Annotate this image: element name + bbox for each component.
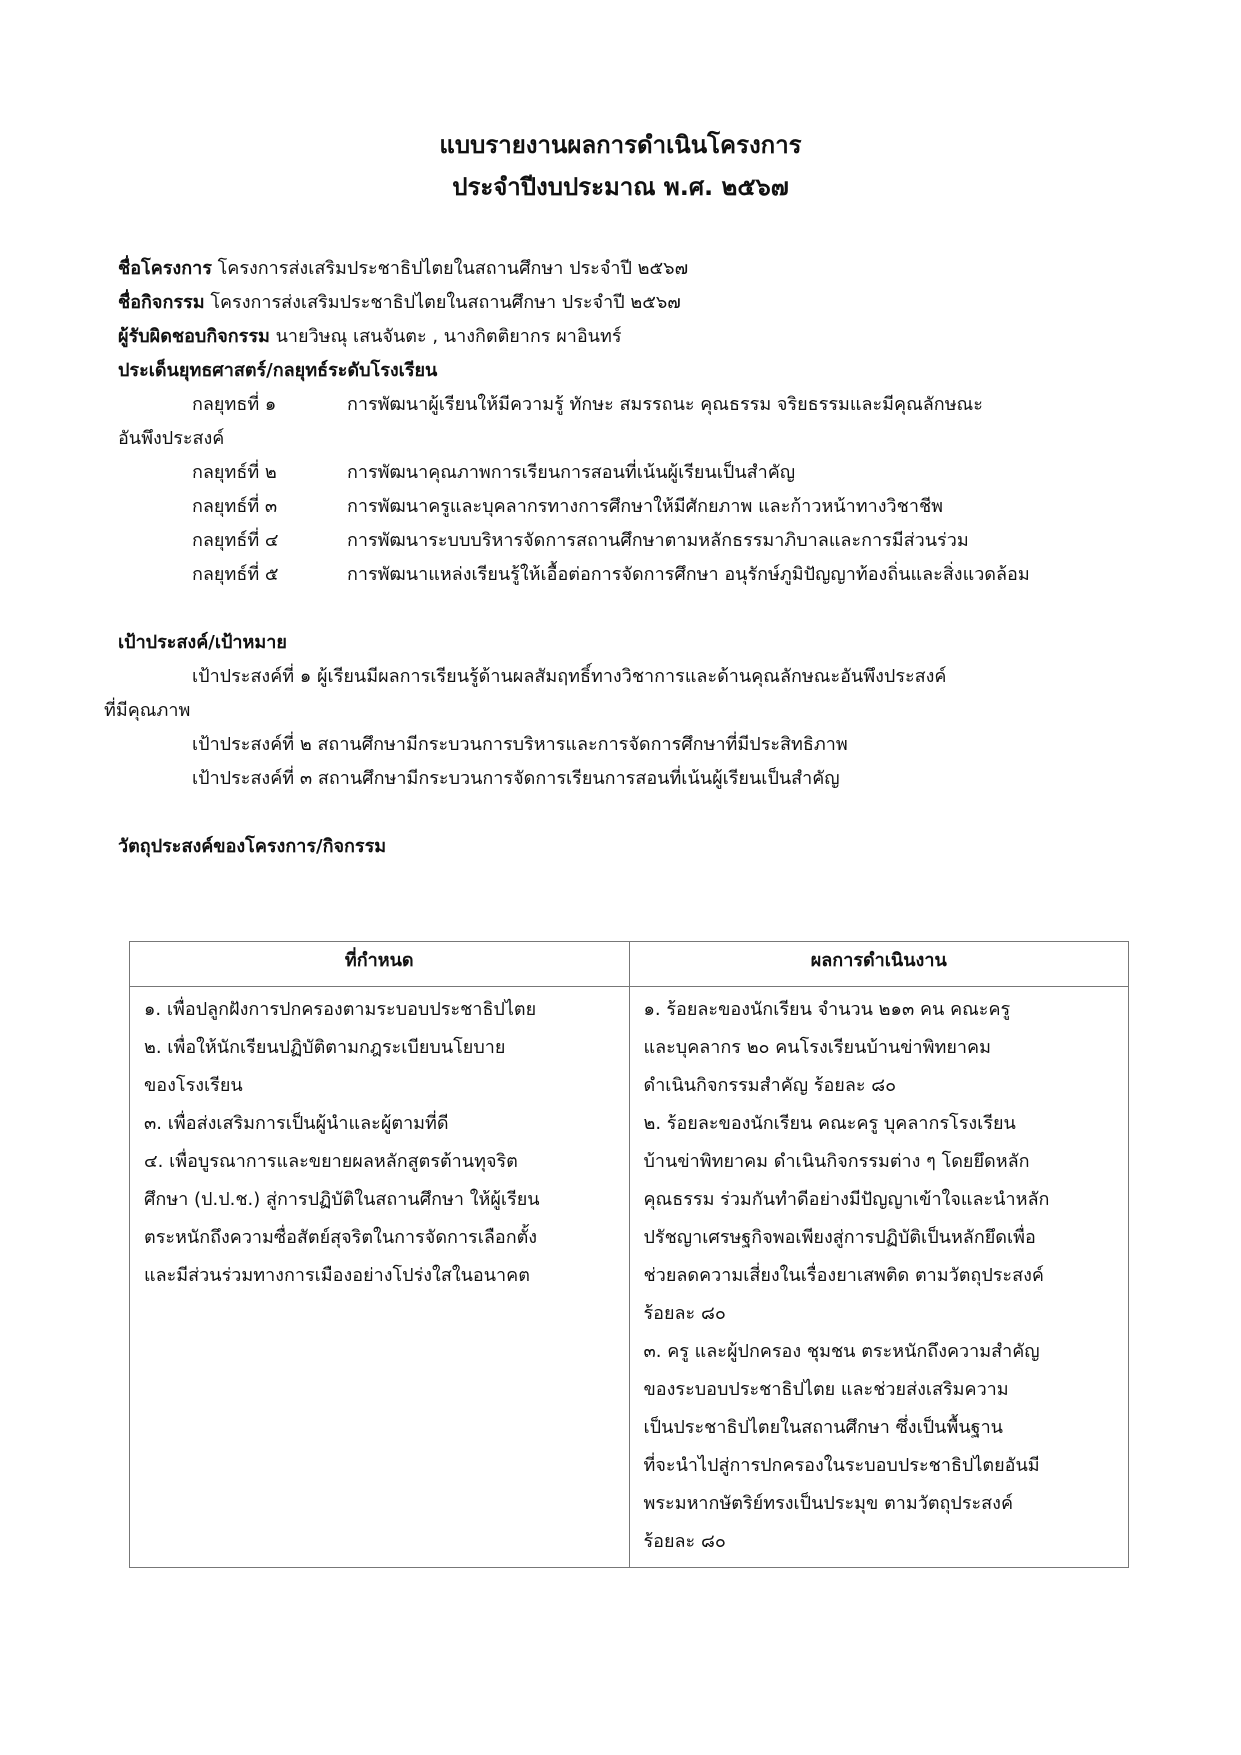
strategy-text: การพัฒนาผู้เรียนให้มีความรู้ ทักษะ สมรรถนะ คุณธรรม จริยธรรมและมีคุณลักษณะ (347, 394, 983, 415)
activity-label: ชื่อกิจกรรม (118, 292, 205, 313)
report-body (104, 252, 1128, 864)
result-line: พระมหากษัตริย์ทรงเป็นประมุข ตามวัตถุประสงค์ (643, 1493, 1014, 1514)
responsible-value: นายวิษณุ เสนจันตะ , นางกิตติยากร ผาอินทร์ (275, 326, 622, 347)
project-row (118, 252, 1128, 286)
strategy-item (118, 558, 1128, 592)
result-line: ดำเนินกิจกรรมสำคัญ ร้อยละ ๘๐ (643, 1075, 897, 1096)
strategy-label: กลยุทธ์ที่ ๒ (192, 462, 277, 483)
strategy-label: กลยุทธ์ที่ ๓ (192, 496, 278, 517)
results-cell (629, 987, 1129, 1568)
specified-line: ๒. เพื่อให้นักเรียนปฏิบัติตามกฎระเบียบนโยบาย (144, 1037, 506, 1058)
responsible-label: ผู้รับผิดชอบกิจกรรม (118, 326, 270, 347)
strategy-item (118, 524, 1128, 558)
specified-cell (130, 987, 630, 1568)
report-title: แบบรายงานผลการดำเนินโครงการ (439, 131, 802, 159)
result-line: ช่วยลดความเสี่ยงในเรื่องยาเสพติด ตามวัตถุประสงค์ (643, 1265, 1044, 1286)
activity-value: โครงการส่งเสริมประชาธิปไตยในสถานศึกษา ประจำปี ๒๕๖๗ (210, 292, 681, 313)
strategy-text: การพัฒนาแหล่งเรียนรู้ให้เอื้อต่อการจัดการศึกษา อนุรักษ์ภูมิปัญญาท้องถิ่นและสิ่งแวดล้อม (347, 564, 1030, 585)
project-label: ชื่อโครงการ (118, 258, 212, 279)
result-line: เป็นประชาธิปไตยในสถานศึกษา ซึ่งเป็นพื้นฐาน (643, 1417, 1003, 1438)
result-line: และบุคลากร ๒๐ คนโรงเรียนบ้านข่าพิทยาคม (643, 1037, 991, 1058)
spacer (118, 592, 1128, 626)
activity-row (118, 286, 1128, 320)
report-subtitle: ประจำปีงบประมาณ พ.ศ. ๒๕๖๗ (452, 173, 789, 201)
table-header-specified: ที่กำหนด (130, 942, 630, 987)
result-line: ที่จะนำไปสู่การปกครองในระบอบประชาธิปไตยอันมี (643, 1455, 1040, 1476)
strategy-label: กลยุทธ์ที่ ๔ (192, 530, 279, 551)
result-line: คุณธรรม ร่วมกันทำดีอย่างมีปัญญาเข้าใจและนำหลัก (643, 1189, 1050, 1210)
strategy-text: การพัฒนาระบบบริหารจัดการสถานศึกษาตามหลักธรรมาภิบาลและการมีส่วนร่วม (347, 530, 969, 551)
specified-line: ๔. เพื่อบูรณาการและขยายผลหลักสูตรต้านทุจริต (144, 1151, 518, 1172)
objectives-heading: วัตถุประสงค์ของโครงการ/กิจกรรม (118, 836, 387, 857)
result-line: ๒. ร้อยละของนักเรียน คณะครู บุคลากรโรงเรียน (643, 1113, 1016, 1134)
strategy-item (118, 490, 1128, 524)
specified-line: ศึกษา (ป.ป.ช.) สู่การปฏิบัติในสถานศึกษา ให้ผู้เรียน (144, 1189, 540, 1210)
result-line: ๑. ร้อยละของนักเรียน จำนวน ๒๑๓ คน คณะครู (643, 999, 1011, 1020)
result-line: ร้อยละ ๘๐ (643, 1531, 726, 1552)
specified-line: ๓. เพื่อส่งเสริมการเป็นผู้นำและผู้ตามที่ดี (144, 1113, 449, 1134)
strategy-text: การพัฒนาคุณภาพการเรียนการสอนที่เน้นผู้เรียนเป็นสำคัญ (347, 462, 796, 483)
specified-line: ตระหนักถึงความซื่อสัตย์สุจริตในการจัดการเลือกตั้ง (144, 1227, 538, 1248)
responsible-row (118, 320, 1128, 354)
strategy-item (118, 388, 1128, 422)
strategy-continuation: อันพึงประสงค์ (118, 428, 225, 449)
result-line: ร้อยละ ๘๐ (643, 1303, 726, 1324)
strategy-heading: ประเด็นยุทธศาสตร์/กลยุทธ์ระดับโรงเรียน (118, 360, 438, 381)
goal-item: เป้าประสงค์ที่ ๑ ผู้เรียนมีผลการเรียนรู้ด้านผลสัมฤทธิ์ทางวิชาการและด้านคุณลักษณะอันพึงประสงค์ (192, 666, 947, 687)
objectives-table (129, 941, 1129, 1568)
title-block (0, 124, 1241, 208)
goal-continuation: ที่มีคุณภาพ (104, 700, 191, 721)
spacer (118, 796, 1128, 830)
goals-heading: เป้าประสงค์/เป้าหมาย (118, 632, 287, 653)
strategy-text: การพัฒนาครูและบุคลากรทางการศึกษาให้มีศักยภาพ และก้าวหน้าทางวิชาชีพ (347, 496, 944, 517)
specified-line: ของโรงเรียน (144, 1075, 243, 1096)
table-header-row (130, 942, 1129, 987)
goal-item: เป้าประสงค์ที่ ๒ สถานศึกษามีกระบวนการบริหารและการจัดการศึกษาที่มีประสิทธิภาพ (192, 734, 848, 755)
strategy-item (118, 456, 1128, 490)
project-value: โครงการส่งเสริมประชาธิปไตยในสถานศึกษา ประจำปี ๒๕๖๗ (217, 258, 689, 279)
specified-line: และมีส่วนร่วมทางการเมืองอย่างโปร่งใสในอนาคต (144, 1265, 530, 1286)
strategy-label: กลยุทธที่ ๑ (192, 394, 277, 415)
result-line: ๓. ครู และผู้ปกครอง ชุมชน ตระหนักถึงความสำคัญ (643, 1341, 1040, 1362)
strategy-label: กลยุทธ์ที่ ๕ (192, 564, 279, 585)
result-line: บ้านข่าพิทยาคม ดำเนินกิจกรรมต่าง ๆ โดยยึดหลัก (643, 1151, 1030, 1172)
specified-line: ๑. เพื่อปลูกฝังการปกครองตามระบอบประชาธิปไตย (144, 999, 537, 1020)
table-row (130, 987, 1129, 1568)
table-header-results: ผลการดำเนินงาน (629, 942, 1129, 987)
result-line: ของระบอบประชาธิปไตย และช่วยส่งเสริมความ (643, 1379, 1009, 1400)
goal-item: เป้าประสงค์ที่ ๓ สถานศึกษามีกระบวนการจัดการเรียนการสอนที่เน้นผู้เรียนเป็นสำคัญ (192, 768, 840, 789)
result-line: ปรัชญาเศรษฐกิจพอเพียงสู่การปฏิบัติเป็นหลักยึดเพื่อ (643, 1227, 1036, 1248)
